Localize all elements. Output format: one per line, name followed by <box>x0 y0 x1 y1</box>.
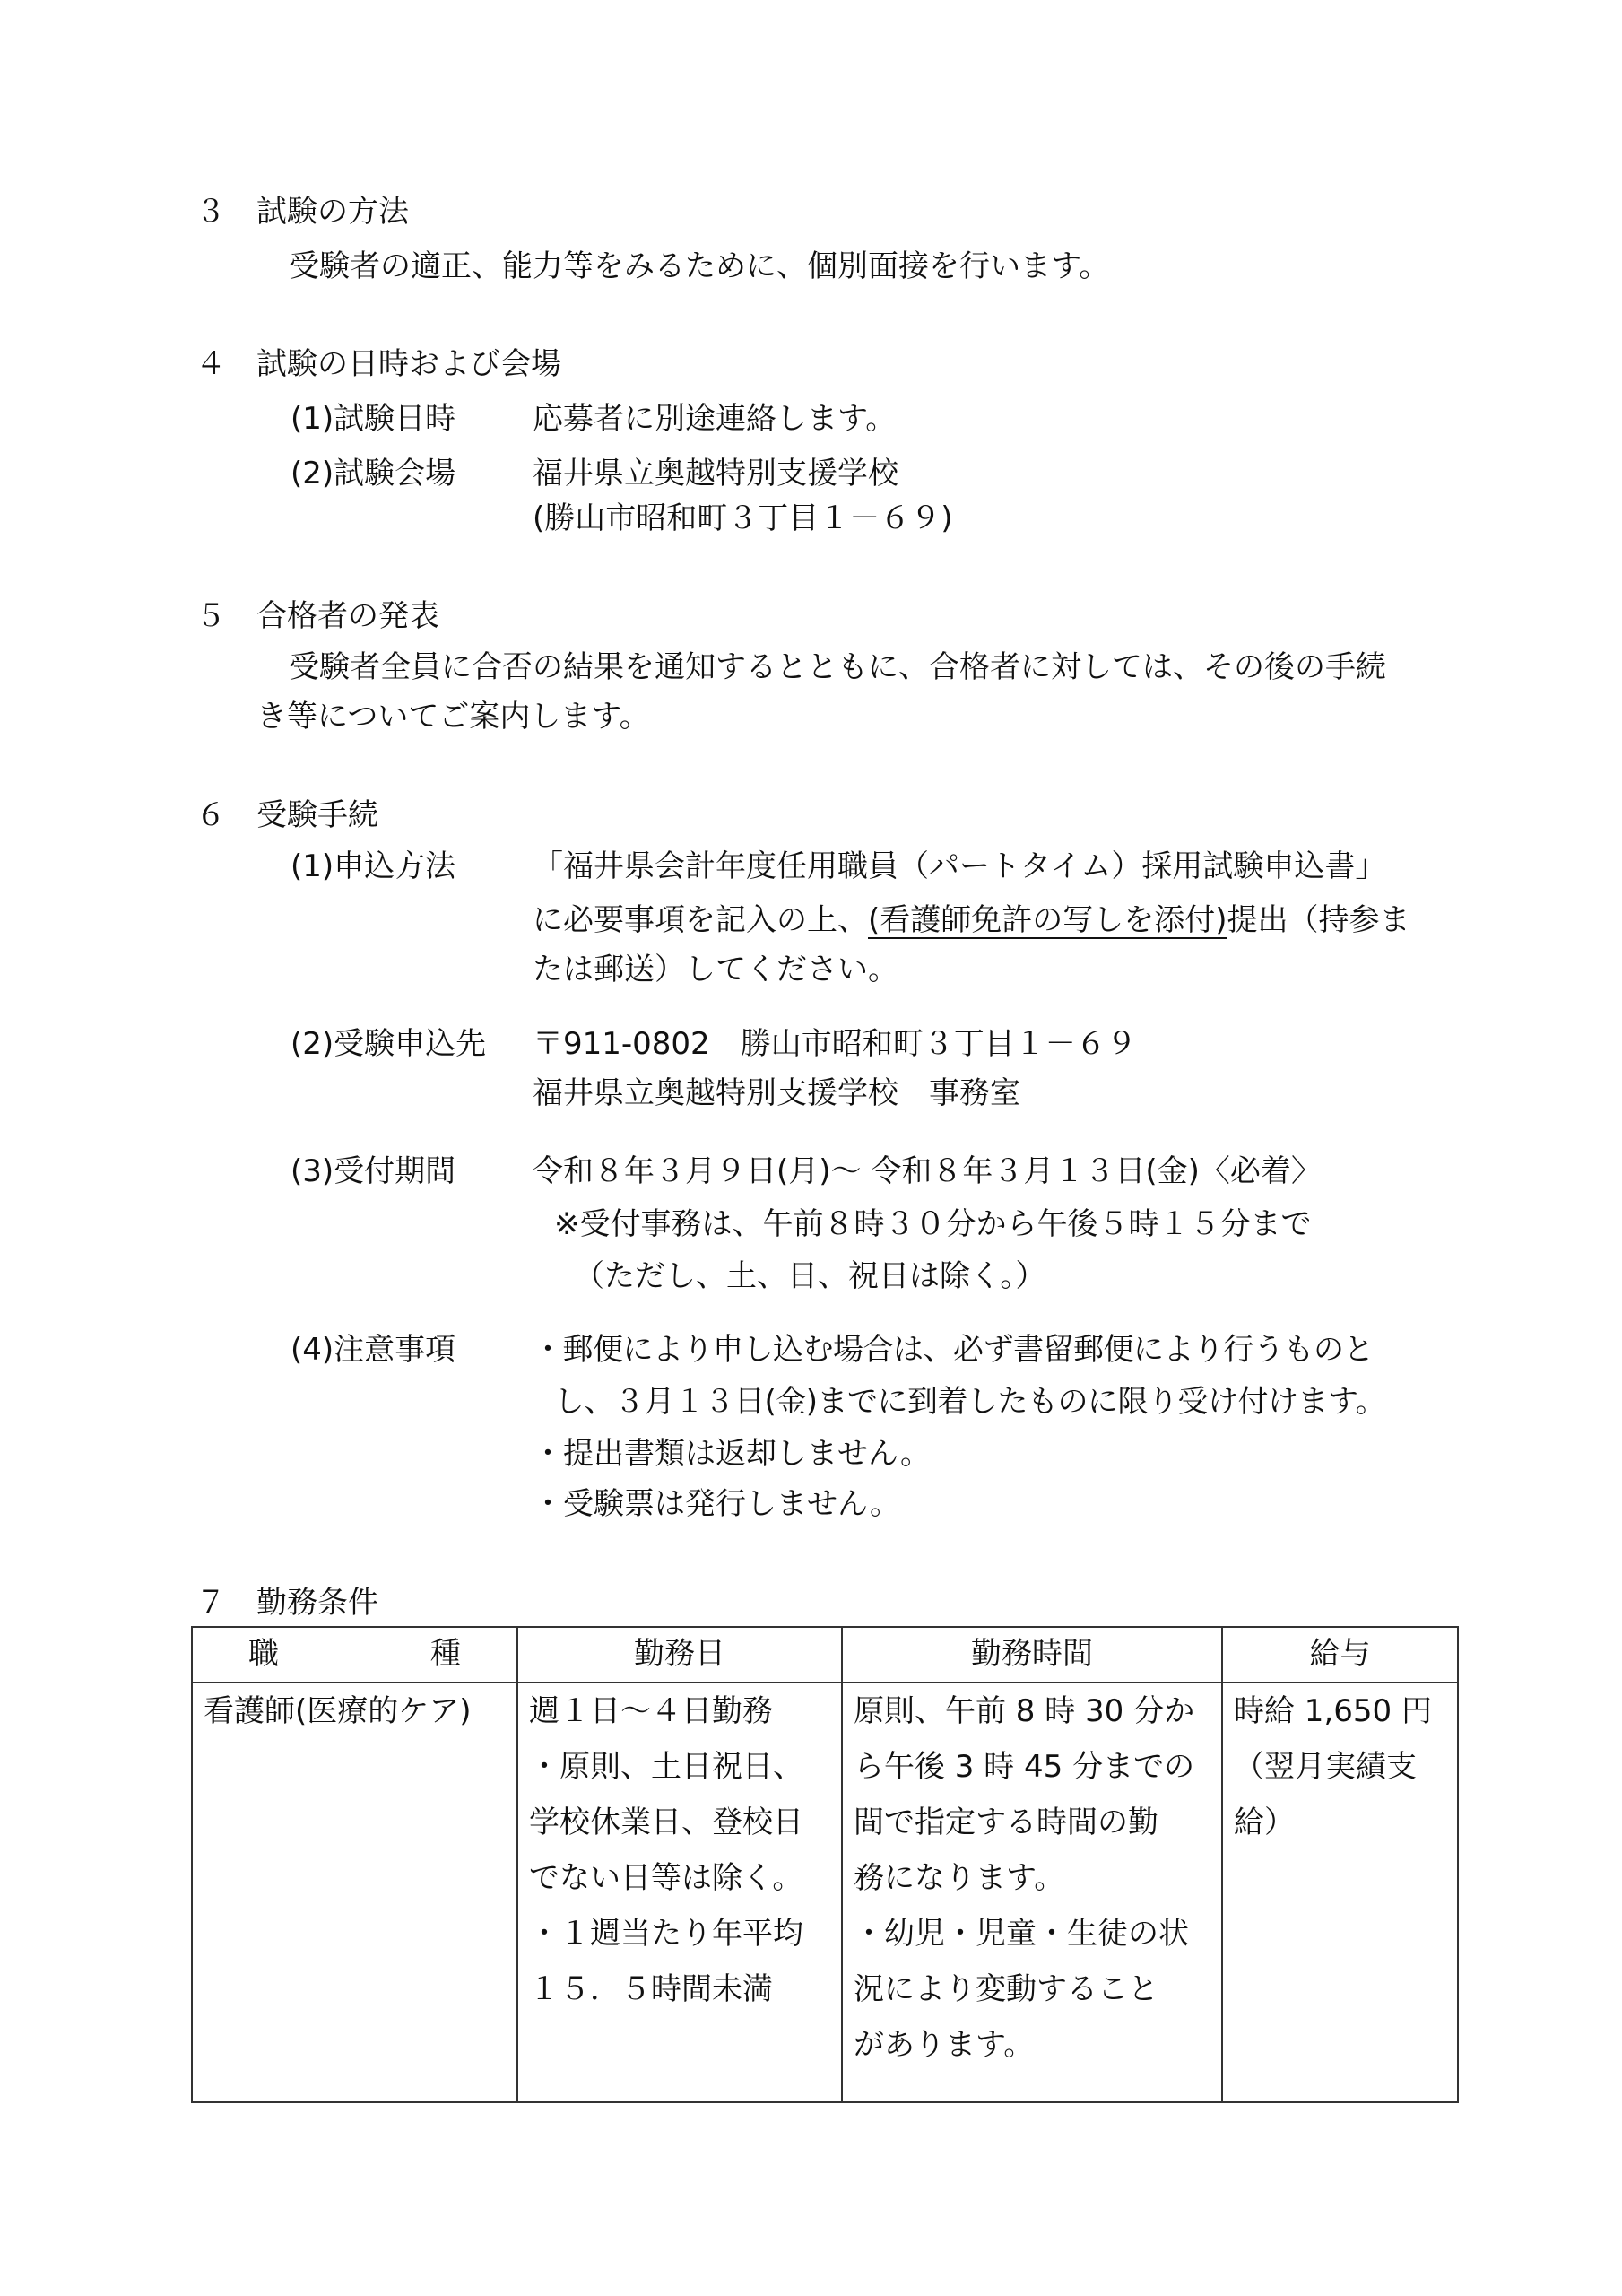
acceptance-period-label: (3)受付期間 <box>291 1153 456 1189</box>
license-copy-note: (看護師免許の写しを添付) <box>868 902 1227 938</box>
header-work-days: 勤務日 <box>517 1627 842 1683</box>
section-3-body: 受験者の適正、能力等をみるために、個別面接を行います。 <box>289 248 1110 284</box>
notes-line3: ・提出書類は返却しません。 <box>533 1436 932 1472</box>
application-method-line3: たは郵送）してください。 <box>533 952 898 987</box>
cell-work-days: 週１日～４日勤務 ・原則、土日祝日、 学校休業日、登校日 でない日等は除く。 ・１週当たり年平均 １５．５時間未満 <box>517 1683 842 2102</box>
application-method-label: (1)申込方法 <box>291 848 456 884</box>
header-work-hours: 勤務時間 <box>842 1627 1222 1683</box>
header-salary: 給与 <box>1222 1627 1458 1683</box>
exam-venue-value: 福井県立奥越特別支援学校 <box>533 456 898 491</box>
application-destination-office: 福井県立奥越特別支援学校 事務室 <box>533 1075 1020 1111</box>
application-method-line2-a: に必要事項を記入の上、 <box>533 902 868 938</box>
section-7-heading: ７ 勤務条件 <box>195 1585 378 1621</box>
acceptance-period-dates: 令和８年３月９日(月)～ 令和８年３月１３日(金)〈必着〉 <box>533 1153 1322 1189</box>
exam-datetime-value: 応募者に別途連絡します。 <box>533 401 897 437</box>
application-method-line2-b: 提出（持参ま <box>1227 902 1410 938</box>
acceptance-hours-note: ※受付事務は、午前８時３０分から午後５時１５分まで <box>554 1206 1312 1242</box>
exam-venue-label: (2)試験会場 <box>291 456 456 491</box>
notes-line1: ・郵便により申し込む場合は、必ず書留郵便により行うものと <box>533 1332 1374 1368</box>
section-6-heading: ６ 受験手続 <box>195 797 378 833</box>
work-conditions-table <box>191 1626 1459 2103</box>
application-method-line2 <box>533 892 1410 948</box>
section-3-heading: ３ 試験の方法 <box>195 194 409 230</box>
cell-work-hours: 原則、午前 8 時 30 分か ら午後 3 時 45 分までの 間で指定する時間の勤 務になります。 ・幼児・児童・生徒の状 況により変動すること があります。 <box>842 1683 1222 2102</box>
section-5-body-line2: き等についてご案内します。 <box>256 699 650 735</box>
header-job-type: 職 種 <box>192 1627 517 1683</box>
cell-job-type: 看護師(医療的ケア) <box>192 1683 517 2102</box>
section-5-heading: ５ 合格者の発表 <box>195 598 439 634</box>
table-row <box>192 1683 1458 2102</box>
cell-salary: 時給 1,650 円 （翌月実績支 給） <box>1222 1683 1458 2102</box>
application-destination-label: (2)受験申込先 <box>291 1026 487 1062</box>
table-header-row <box>192 1627 1458 1683</box>
notes-line2: し、３月１３日(金)までに到着したものに限り受け付けます。 <box>554 1384 1386 1420</box>
application-destination-address: 〒911-0802 勝山市昭和町３丁目１－６９ <box>533 1026 1137 1062</box>
section-4-heading: ４ 試験の日時および会場 <box>195 346 561 382</box>
exam-datetime-label: (1)試験日時 <box>291 401 456 437</box>
acceptance-exclusion-note: （ただし、土、日、祝日は除く。） <box>574 1258 1046 1294</box>
exam-venue-address: (勝山市昭和町３丁目１－６９) <box>533 500 953 536</box>
notes-label: (4)注意事項 <box>291 1332 456 1368</box>
section-5-body-line1: 受験者全員に合否の結果を通知するとともに、合格者に対しては、その後の手続 <box>289 649 1386 685</box>
notes-line4: ・受験票は発行しません。 <box>533 1486 901 1522</box>
application-method-line1: 「福井県会計年度任用職員（パートタイム）採用試験申込書」 <box>533 848 1386 884</box>
